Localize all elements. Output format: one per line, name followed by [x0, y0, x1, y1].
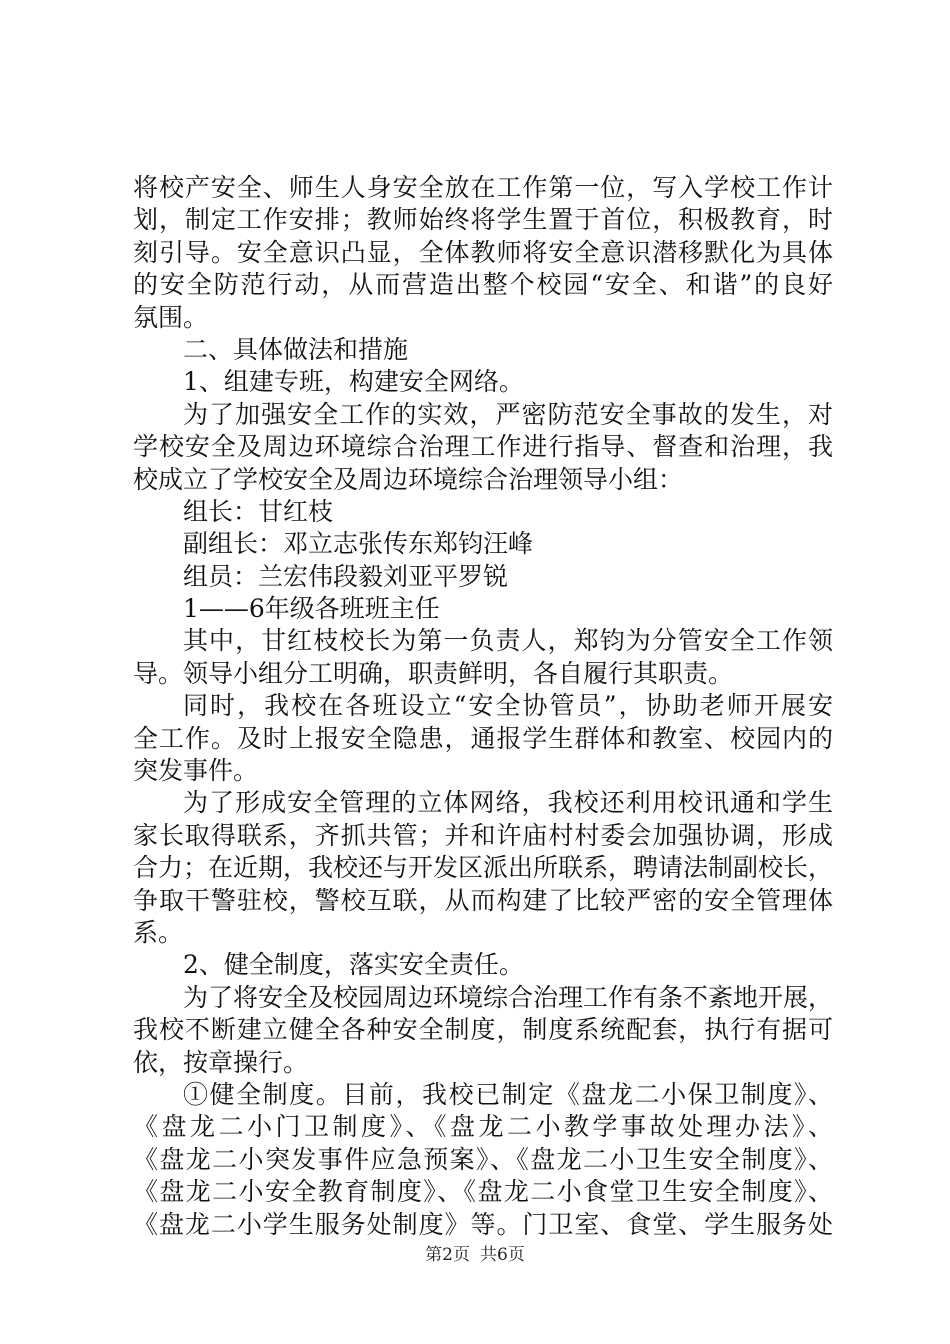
section-heading: 二、具体做法和措施: [183, 334, 409, 364]
body-line: 为了形成安全管理的立体网络，我校还利用校讯通和学生: [183, 788, 833, 818]
group-leader-line: 组长：甘红枝: [183, 496, 334, 526]
body-line: 为了将安全及校园周边环境综合治理工作有条不紊地开展，: [183, 982, 834, 1012]
class-teachers-line: 1——6年级各班班主任: [183, 594, 440, 624]
page-footer: [0, 1244, 950, 1266]
page-number: 第2页: [425, 1245, 470, 1265]
members-line: 组员：兰宏伟段毅刘亚平罗锐: [183, 561, 509, 591]
body-line: 其中，甘红枝校长为第一负责人，郑钧为分管安全工作领: [183, 626, 833, 656]
body-line: 我校不断建立健全各种安全制度，制度系统配套，执行有据可: [133, 1015, 833, 1045]
body-line: 家长取得联系，齐抓共管；并和许庙村村委会加强协调，形成: [133, 820, 833, 850]
body-line: 学校安全及周边环境综合治理工作进行指导、督查和治理，我: [133, 432, 833, 462]
body-line: 氛围。: [133, 302, 209, 332]
body-line: 系。: [133, 917, 184, 947]
body-line: 同时，我校在各班设立“安全协管员”，协助老师开展安: [183, 691, 833, 721]
body-line: 将校产安全、师生人身安全放在工作第一位，写入学校工作计: [133, 173, 833, 202]
subsection-heading: 2、健全制度，落实安全责任。: [183, 950, 524, 980]
body-line: 为了加强安全工作的实效，严密防范安全事故的发生，对: [183, 399, 833, 429]
body-line: 《盘龙二小学生服务处制度》等。门卫室、食堂、学生服务处: [133, 1209, 833, 1239]
body-line: 争取干警驻校，警校互联，从而构建了比较严密的安全管理体: [133, 885, 833, 915]
document-body: [133, 172, 833, 1241]
body-line: 的安全防范行动，从而营造出整个校园“安全、和谐”的良好: [133, 270, 833, 300]
body-line: 突发事件。: [133, 756, 259, 786]
body-line: ①健全制度。目前，我校已制定《盘龙二小保卫制度》、: [183, 1079, 833, 1109]
body-line: 导。领导小组分工明确，职责鲜明，各自履行其职责。: [133, 658, 734, 688]
body-line: 刻引导。安全意识凸显，全体教师将安全意识潜移默化为具体: [133, 237, 833, 267]
body-line: 全工作。及时上报安全隐患，通报学生群体和教室、校园内的: [133, 723, 833, 753]
body-line: 《盘龙二小突发事件应急预案》、《盘龙二小卫生安全制度》、: [133, 1144, 833, 1174]
body-line: 划，制定工作安排；教师始终将学生置于首位，积极教育，时: [133, 205, 833, 235]
body-line: 合力；在近期，我校还与开发区派出所联系，聘请法制副校长，: [133, 853, 834, 883]
body-line: 《盘龙二小门卫制度》、《盘龙二小教学事故处理办法》、: [133, 1112, 833, 1142]
body-line: 依，按章操行。: [133, 1047, 309, 1077]
body-line: 《盘龙二小安全教育制度》、《盘龙二小食堂卫生安全制度》、: [133, 1177, 833, 1207]
subsection-heading: 1、组建专班，构建安全网络。: [183, 367, 524, 397]
page-total: 共6页: [480, 1245, 525, 1265]
deputy-leader-line: 副组长：邓立志张传东郑钧汪峰: [183, 529, 534, 559]
body-line: 校成立了学校安全及周边环境综合治理领导小组：: [133, 464, 684, 494]
